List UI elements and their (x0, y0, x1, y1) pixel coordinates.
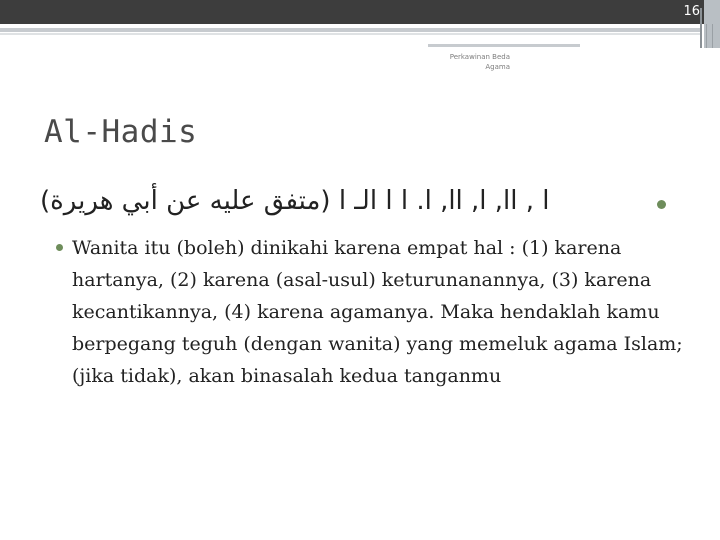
arabic-hadith-text: ا , اا, ا, اا, ا. ا ا الـ ا (متفق عليه عن أبي هريرة) (40, 186, 550, 216)
decorative-vertical-line (712, 24, 713, 48)
header-rule-thin (0, 33, 700, 35)
header-rule (0, 28, 700, 32)
decorative-vertical-line (706, 24, 707, 48)
arabic-bullet-row (40, 186, 672, 230)
bullet-icon (657, 200, 666, 209)
hadith-translation-bullet (48, 232, 688, 392)
footer-label (440, 52, 510, 72)
footer-label-line: Agama (485, 63, 510, 71)
slide-top-bar (0, 0, 704, 24)
slide-number: 16 (683, 4, 700, 19)
decorative-vertical-line (700, 8, 702, 48)
footer-label-line: Perkawinan Beda (449, 53, 510, 61)
slide-title: Al-Hadis (44, 114, 198, 150)
hadith-translation-text: Wanita itu (boleh) dinikahi karena empat hal : (1) karena hartanya, (2) karena (asal-usul) keturunanannya, (3) karena kecantikannya, (4) karena agamanya. Maka hendaklah kamu berpegang teguh (dengan wanita) yang memeluk agama Islam; (jika tidak), akan binasalah kedua tanganmu (72, 237, 683, 387)
footer-label-rule (428, 44, 580, 47)
bullet-icon (56, 244, 63, 251)
